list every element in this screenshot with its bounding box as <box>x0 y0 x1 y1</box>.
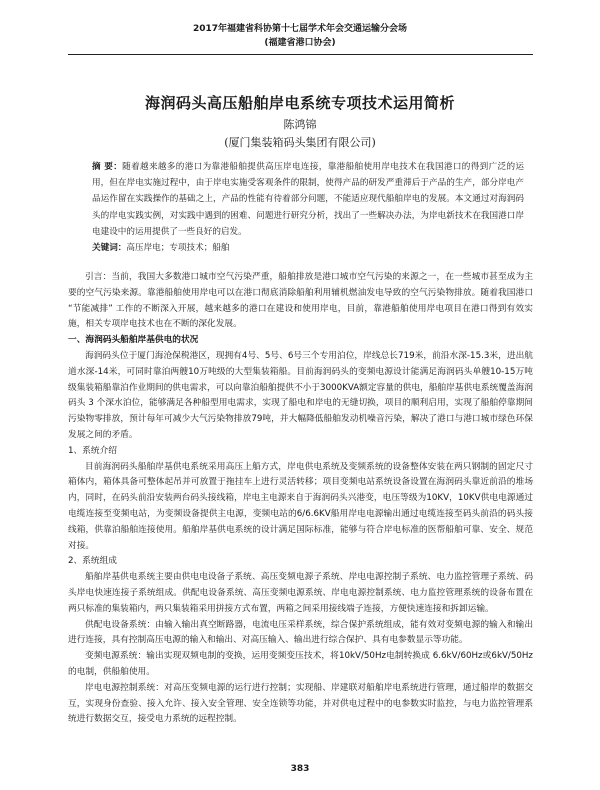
keywords <box>92 241 524 255</box>
header-divider <box>68 54 533 55</box>
sub1-paragraph: 目前海润码头船舶岸基供电系统采用高压上船方式，岸电供电系统及变频系统的设备整体安装在两只钢制的固定尺寸箱体内，箱体具备可整体起吊并可放置于拖挂车上进行灵活转移；项目变频电站系统设备设置在海润码头靠近前沿的堆场内，同时，在码头前沿安装两台码头接线箱，岸电主电源来自于海润码头兴港变，电压等级为10KV，10KV供电电源通过电缆连接至变频电站，为变频设备提供主电源，变频电站的6/6.6KV船用岸电电源输出通过电缆连接至码头前沿的码头接线箱，供靠泊船舶连接使用。船舶岸基供电系统的设计满足国际标准，能够与符合岸电标准的医帮船舶可靠、安全、规范对接。 <box>68 461 533 551</box>
sub2-paragraph-1: 船舶岸基供电系统主要由供电电设备子系统、高压变频电源子系统、岸电电源控制子系统、电力监控管理子系统、码头岸电快速连接子系统组成。供配电设备系统、高压变频电源系统、岸电电源控制系统、电力监控管理系统的设备布置在两只标准的集装箱内，两只集装箱采用拼接方式布置，两箱之间采用接线端子连接，方便快速连接和拆卸运输。 <box>68 572 533 614</box>
sub2-paragraph-4: 岸电电源控制系统：对高压变频电源的运行进行控制；实现船、岸建联对船舶岸电系统进行管理，通过船岸的数据交互，实现身份查验、接入允许、接入安全管理、安全连锁等功能，并对供电过程中的电参数实时监控，与电力监控管理系统进行数据交互，接受电力系统的远程控制。 <box>68 682 533 725</box>
author-affiliation: (厦门集装箱码头集团有限公司) <box>224 136 376 149</box>
body-text <box>68 270 533 728</box>
abstract-label: 摘 要： <box>92 162 123 172</box>
subsection-heading-1: 1、系统介绍 <box>68 445 117 456</box>
page-number: 383 <box>290 764 310 774</box>
keywords-label: 关键词： <box>92 243 127 253</box>
section1-paragraph: 海润码头位于厦门海沧保税港区，现拥有4号、5号、6号三个专用泊位，岸线总长719米，前沿水深-15.3米，进出航道水深-14米，可同时靠泊两艘10万吨级的大型集装箱船。目前海润码头的变频电源设计能满足海润码头单艘10-15万吨级集装箱船靠泊作业期间的供电需求，可以向靠泊船舶提供不小于3000KVA额定容量的供电，船舶岸基供电系统覆盖海润码头 3 个深水泊位，能够满足各种船型用电需求，实现了船电和岸电的无缝切换，项目的顺利启用，实现了船舶停靠期间污染物零排放，预计每年可减少大气污染物排放79吨，并大幅降低船舶发动机噪音污染，解决了港口与港口城市绿色环保发展之间的矛盾。 <box>68 350 533 440</box>
sub2-paragraph-2: 供配电设备系统：由输入输出真空断路器，电流电压采样系统，综合保护系统组成，能有效对变频电源的输入和输出进行连接，具有控制高压电源的输入和输出、对高压输入、输出进行综合保护、具有电参数显示等功能。 <box>68 619 533 646</box>
paper-title: 海润码头高压船舶岸电系统专项技术运用简析 <box>144 94 455 112</box>
abstract-text: 随着越来越多的港口为靠港船舶提供高压岸电连接，靠港船舶使用岸电技术在我国港口的得到广泛的运用，但在岸电实施过程中，由于岸电实施受客观条件的限制，使得产品的研发严重滞后于产品的生产，部分岸电产品运作留在实践操作的基础之上，产品的性能有待着部分问题，不能适应现代船舶岸电的发展。本文通过对海润码头的岸电实践实例，对实践中遇到的困难、问题进行研究分析，找出了一些解决办法，为岸电新技术在我国港口岸电建设中的运用提供了一些良好的启发。 <box>92 162 524 237</box>
paper-author: 陈鸿锦 <box>283 118 317 131</box>
subsection-heading-2: 2、系统组成 <box>68 556 117 567</box>
intro-paragraph: 引言：当前，我国大多数港口城市空气污染严重，船舶排放是港口城市空气污染的来源之一，在一些城市甚至成为主要的空气污染来源。靠港船舶使用岸电可以在港口彻底消除船舶利用辅机燃油发电导致的空气污染物排放。随着我国港口 “节能减排” 工作的不断深入开展，越来越多的港口在建设和使用岸电，目前，靠港船舶使用岸电项目在港口得到有效实施，相关专项岸电技术也在不断的深化发展。 <box>68 272 533 330</box>
abstract <box>92 159 524 240</box>
conference-org: (福建省港口协会) <box>264 38 336 48</box>
conference-title: 2017年福建省科协第十七届学术年会交通运输分会场 <box>192 24 408 34</box>
sub2-paragraph-3: 变频电源系统：输出实现双频电制的变换，运用变频变压技术，将10kV/50Hz电制转换成 6.6kV/60Hz或6kV/50Hz的电制，供船舶使用。 <box>68 651 533 677</box>
keywords-text: 高压岸电；专项技术；船舶 <box>126 243 230 253</box>
section-heading-1: 一、海润码头船舶岸基供电的状况 <box>68 335 199 346</box>
conference-header <box>0 22 600 50</box>
